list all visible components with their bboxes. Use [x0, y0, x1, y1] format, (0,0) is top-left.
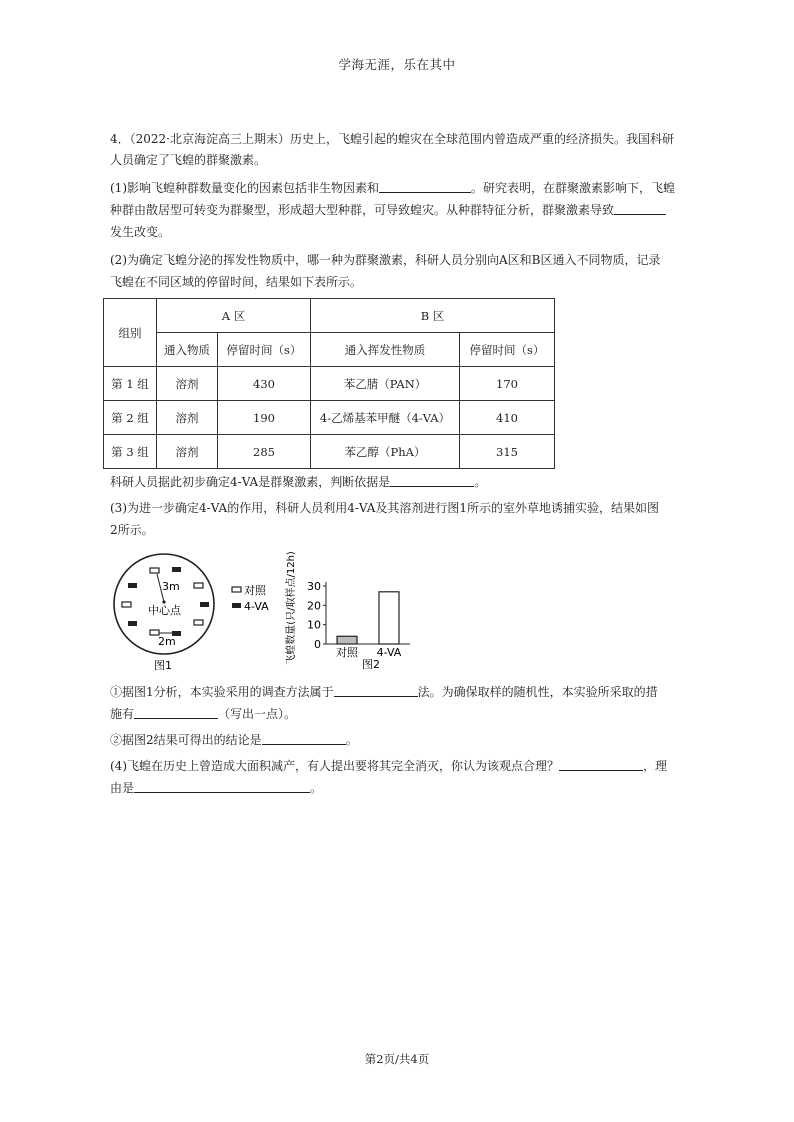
- table-header-b-time: 停留时间（s）: [460, 333, 555, 367]
- trap-4va: [128, 621, 137, 626]
- page-header: 学海无涯，乐在其中: [338, 57, 456, 72]
- table-cell-group: 第 3 组: [104, 435, 157, 469]
- table-header-zone-a: A 区: [157, 299, 311, 333]
- table-header-zone-b: B 区: [311, 299, 555, 333]
- trap-control: [194, 620, 203, 625]
- label-2m: 2m: [158, 635, 176, 648]
- answer-blank-1[interactable]: [379, 180, 471, 193]
- part1-line1: (1)影响飞蝗种群数量变化的因素包括非生物因素和 。研究表明，在群聚激素影响下，飞蝗: [110, 181, 676, 195]
- question-intro-line2: 人员确定了飞蝗的群聚激素。: [110, 153, 267, 167]
- figure1-diagram: [114, 554, 214, 672]
- answer-blank-6[interactable]: [262, 732, 346, 745]
- chart-bar: [379, 592, 399, 644]
- answer-blank-4[interactable]: [334, 684, 418, 697]
- table-cell-a-time: 430: [218, 367, 311, 401]
- part3-line2: 2所示。: [110, 523, 154, 537]
- part2-judgement-line: 科研人员据此初步确定4-VA是群聚激素，判断依据是 。: [110, 475, 487, 489]
- legend-swatch-4va: [232, 603, 241, 608]
- figure2-caption: 图2: [362, 658, 380, 671]
- chart-y-tick-label: 10: [307, 618, 321, 632]
- table-cell-a-substance: 溶剂: [157, 435, 218, 469]
- table-cell-a-substance: 溶剂: [157, 367, 218, 401]
- part2-line2: 飞蝗在不同区域的停留时间，结果如下表所示。: [110, 275, 363, 289]
- table-header-group: 组别: [104, 299, 157, 367]
- answer-blank-8[interactable]: [134, 780, 310, 793]
- figure1-caption: 图1: [154, 659, 172, 672]
- sub1-line1: ①据图1分析，本实验采用的调查方法属于 法。为确保取样的随机性，本实验所采取的措: [110, 685, 658, 699]
- answer-blank-3[interactable]: [390, 474, 474, 487]
- chart-bar: [337, 636, 357, 644]
- table-cell-group: 第 2 组: [104, 401, 157, 435]
- answer-blank-7[interactable]: [559, 758, 643, 771]
- chart-category-label: 4-VA: [376, 646, 402, 659]
- trap-control: [150, 568, 159, 573]
- chart-y-tick-label: 0: [314, 638, 321, 651]
- table-row: [104, 367, 555, 401]
- table-cell-b-substance: 4-乙烯基苯甲醚（4-VA）: [311, 401, 460, 435]
- figure-legend: [232, 583, 269, 613]
- part1-line3: 发生改变。: [110, 225, 171, 239]
- part3-line1: (3)为进一步确定4-VA的作用，科研人员利用4-VA及其溶剂进行图1所示的室外草地诱捕实验，结果如图: [110, 501, 660, 515]
- label-center: 中心点: [148, 604, 181, 617]
- trap-4va: [172, 567, 181, 572]
- trap-4va: [128, 583, 137, 588]
- answer-blank-2[interactable]: [614, 202, 666, 215]
- table-cell-b-time: 170: [460, 367, 555, 401]
- sub2-line: ②据图2结果可得出的结论是 。: [110, 733, 358, 747]
- question-intro-line1: 4．（2022·北京海淀高三上期末）历史上，飞蝗引起的蝗灾在全球范围内曾造成严重的经济损失。我国科研: [110, 132, 674, 146]
- table-cell-b-time: 315: [460, 435, 555, 469]
- figure2-bar-chart: [284, 551, 410, 671]
- table-header-b-substance: 通入挥发性物质: [311, 333, 460, 367]
- table-cell-b-substance: 苯乙腈（PAN）: [311, 367, 460, 401]
- label-3m: 3m: [162, 580, 180, 593]
- results-table: [103, 298, 555, 469]
- experiment-figures: [108, 548, 428, 674]
- table-header-a-time: 停留时间（s）: [218, 333, 311, 367]
- chart-y-tick-label: 20: [307, 599, 321, 613]
- table-cell-b-substance: 苯乙醇（PhA）: [311, 435, 460, 469]
- table-row: [104, 401, 555, 435]
- trap-control: [194, 583, 203, 588]
- part4-line2: 由是 。: [110, 781, 323, 795]
- table-cell-group: 第 1 组: [104, 367, 157, 401]
- legend-label-control: 对照: [244, 584, 266, 597]
- chart-category-label: 对照: [336, 646, 358, 659]
- table-header-a-substance: 通入物质: [157, 333, 218, 367]
- table-row: [104, 435, 555, 469]
- legend-label-4va: 4-VA: [244, 600, 269, 613]
- page-footer: 第2页/共4页: [364, 1052, 430, 1066]
- part4-line1: (4)飞蝗在历史上曾造成大面积减产，有人提出要将其完全消灭，你认为该观点合理？ ，理: [110, 759, 668, 773]
- table-cell-a-time: 285: [218, 435, 311, 469]
- chart-y-label: 飞蝗数量(只/取样点/12h): [286, 551, 297, 665]
- table-cell-a-time: 190: [218, 401, 311, 435]
- part2-line1: (2)为确定飞蝗分泌的挥发性物质中，哪一种为群聚激素，科研人员分别向A区和B区通入不同物质，记录: [110, 253, 661, 267]
- sub1-line2: 施有 （写出一点）。: [110, 707, 297, 721]
- legend-swatch-control: [232, 587, 241, 592]
- table-cell-b-time: 410: [460, 401, 555, 435]
- table-cell-a-substance: 溶剂: [157, 401, 218, 435]
- chart-y-tick-label: 30: [307, 580, 321, 593]
- trap-control: [122, 602, 131, 607]
- answer-blank-5[interactable]: [134, 706, 218, 719]
- part1-line2: 种群由散居型可转变为群聚型，形成超大型种群，可导致蝗灾。从种群特征分析，群聚激素导致: [110, 202, 690, 218]
- trap-4va: [200, 602, 209, 607]
